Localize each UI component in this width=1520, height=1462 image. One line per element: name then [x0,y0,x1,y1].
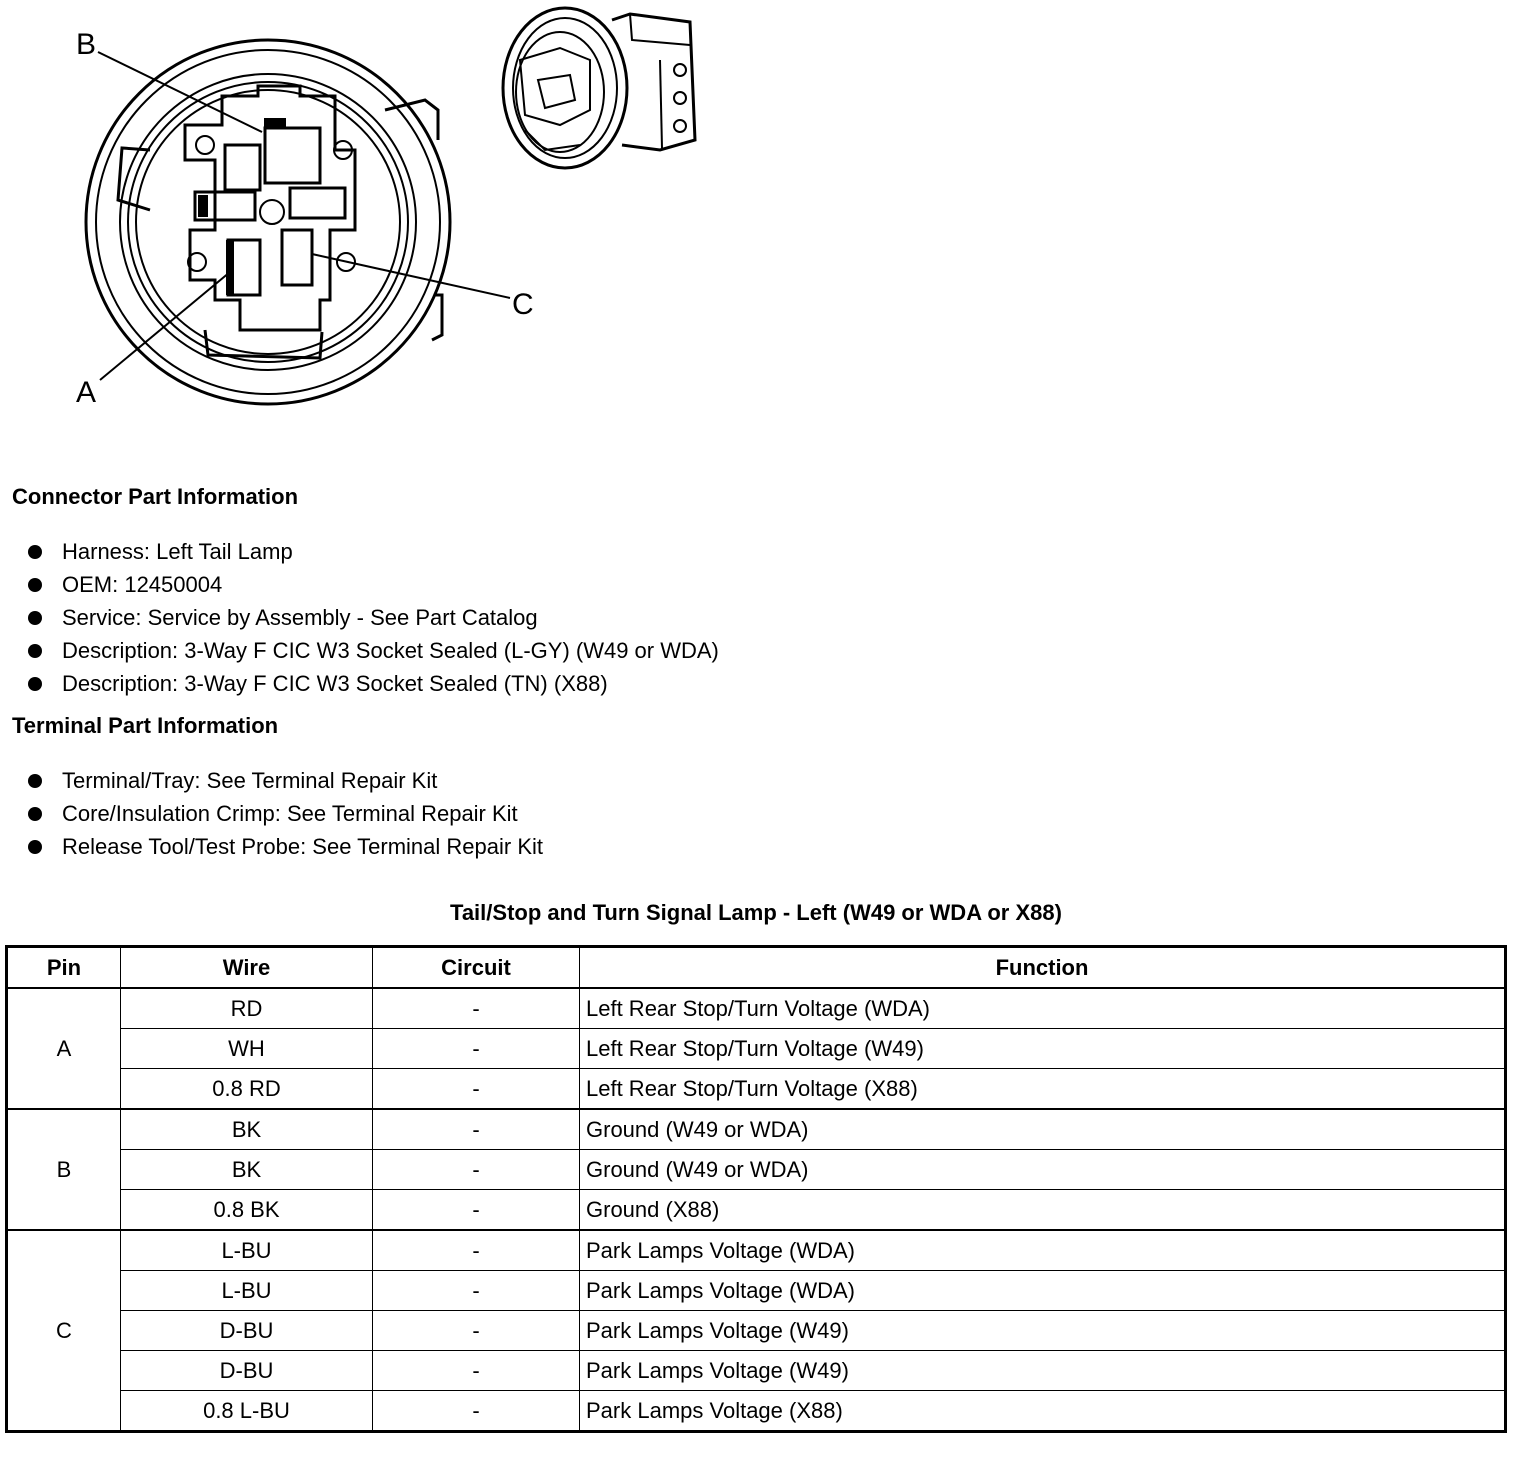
bullet-icon [28,807,42,821]
table-title: Tail/Stop and Turn Signal Lamp - Left (W49 or WDA or X88) [450,900,1062,925]
circuit-cell: - [373,1391,580,1432]
wire-cell: BK [121,1109,373,1150]
circuit-cell: - [373,1311,580,1351]
list-item: Description: 3-Way F CIC W3 Socket Sealed (L-GY) (W49 or WDA) [28,634,719,667]
pin-cell: B [7,1109,121,1230]
connector-drawing [0,0,720,420]
wire-cell: D-BU [121,1351,373,1391]
terminal-part-heading: Terminal Part Information [12,713,279,738]
circuit-cell: - [373,1190,580,1231]
function-cell: Park Lamps Voltage (W49) [580,1351,1506,1391]
header-wire: Wire [121,947,373,989]
bullet-icon [28,578,42,592]
table-row [7,1391,1506,1432]
wire-cell: 0.8 BK [121,1190,373,1231]
socket-perspective-view [503,8,695,168]
wire-cell: 0.8 RD [121,1069,373,1110]
circuit-cell: - [373,988,580,1029]
bullet-icon [28,545,42,559]
bullet-icon [28,677,42,691]
list-item: Terminal/Tray: See Terminal Repair Kit [28,764,543,797]
circuit-cell: - [373,1271,580,1311]
connector-part-list [28,535,719,700]
circuit-cell: - [373,1109,580,1150]
table-row [7,1029,1506,1069]
list-item: OEM: 12450004 [28,568,719,601]
wire-cell: 0.8 L-BU [121,1391,373,1432]
circuit-cell: - [373,1230,580,1271]
circuit-cell: - [373,1150,580,1190]
function-cell: Left Rear Stop/Turn Voltage (W49) [580,1029,1506,1069]
wire-cell: L-BU [121,1230,373,1271]
table-row [7,1109,1506,1150]
function-cell: Left Rear Stop/Turn Voltage (X88) [580,1069,1506,1110]
bullet-icon [28,611,42,625]
list-item: Description: 3-Way F CIC W3 Socket Sealed (TN) (X88) [28,667,719,700]
table-header-row [7,947,1506,989]
wire-cell: BK [121,1150,373,1190]
header-function: Function [580,947,1506,989]
table-row [7,1230,1506,1271]
wire-cell: WH [121,1029,373,1069]
function-cell: Left Rear Stop/Turn Voltage (WDA) [580,988,1506,1029]
table-row [7,988,1506,1029]
function-cell: Ground (W49 or WDA) [580,1150,1506,1190]
table-row [7,1069,1506,1110]
function-cell: Ground (W49 or WDA) [580,1109,1506,1150]
wire-cell: RD [121,988,373,1029]
function-cell: Park Lamps Voltage (WDA) [580,1271,1506,1311]
bullet-icon [28,774,42,788]
function-cell: Park Lamps Voltage (WDA) [580,1230,1506,1271]
pin-table [5,945,1507,1433]
callout-b: B [76,28,97,61]
circuit-cell: - [373,1029,580,1069]
header-pin: Pin [7,947,121,989]
table-row [7,1271,1506,1311]
list-item: Release Tool/Test Probe: See Terminal Repair Kit [28,830,543,863]
function-cell: Park Lamps Voltage (X88) [580,1391,1506,1432]
wire-cell: D-BU [121,1311,373,1351]
list-item: Service: Service by Assembly - See Part Catalog [28,601,719,634]
function-cell: Ground (X88) [580,1190,1506,1231]
callout-c: C [512,288,534,321]
table-row [7,1351,1506,1391]
header-circuit: Circuit [373,947,580,989]
connector-part-heading: Connector Part Information [12,484,299,509]
bullet-icon [28,644,42,658]
pin-cell: A [7,988,121,1109]
list-item: Harness: Left Tail Lamp [28,535,719,568]
table-row [7,1311,1506,1351]
wire-cell: L-BU [121,1271,373,1311]
table-row [7,1190,1506,1231]
circuit-cell: - [373,1069,580,1110]
callout-a: A [76,376,97,409]
circuit-cell: - [373,1351,580,1391]
pin-cell: C [7,1230,121,1432]
bullet-icon [28,840,42,854]
terminal-part-list [28,764,543,863]
function-cell: Park Lamps Voltage (W49) [580,1311,1506,1351]
table-row [7,1150,1506,1190]
list-item: Core/Insulation Crimp: See Terminal Repair Kit [28,797,543,830]
